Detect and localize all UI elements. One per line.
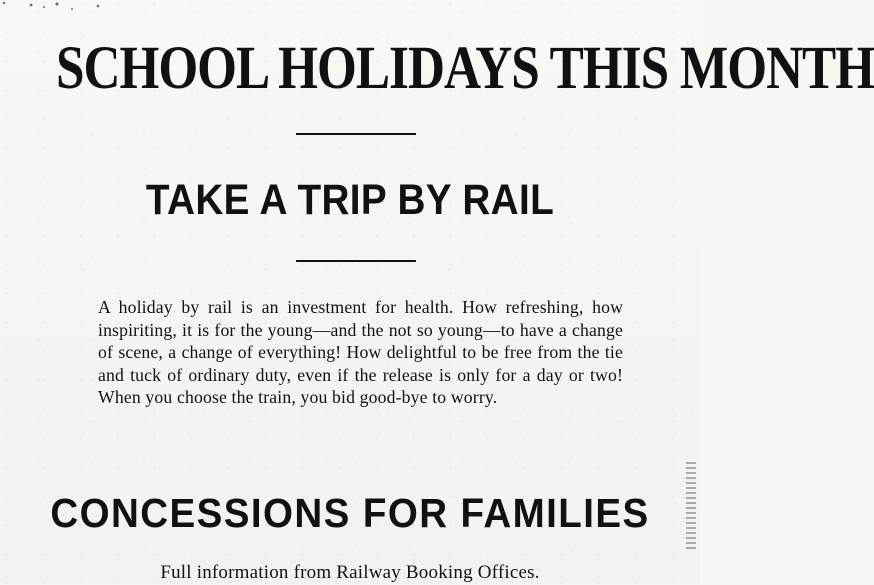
- ink-specks: [0, 0, 120, 20]
- family-concessions-heading: CONCESSIONS FOR FAMILIES: [50, 490, 650, 536]
- rail-trip-subheadline: TAKE A TRIP BY RAIL: [145, 176, 555, 224]
- main-headline: SCHOOL HOLIDAYS THIS MONTH: [56, 35, 874, 102]
- lower-divider-rule: [296, 260, 416, 262]
- booking-office-footer: Full information from Railway Booking Offices.: [160, 562, 540, 583]
- vertical-print-edge-mark: [686, 462, 696, 552]
- advertisement-body-copy: A holiday by rail is an investment for health. How refreshing, how inspiriting, it is for the young—and the not so young—to have a change of scene, a change of everything! How delightful to be free from the tie and tuck of ordinary duty, even if the release is only for a day or two! When you choose the train, you bid good-bye to worry.: [98, 297, 623, 408]
- upper-divider-rule: [296, 133, 416, 135]
